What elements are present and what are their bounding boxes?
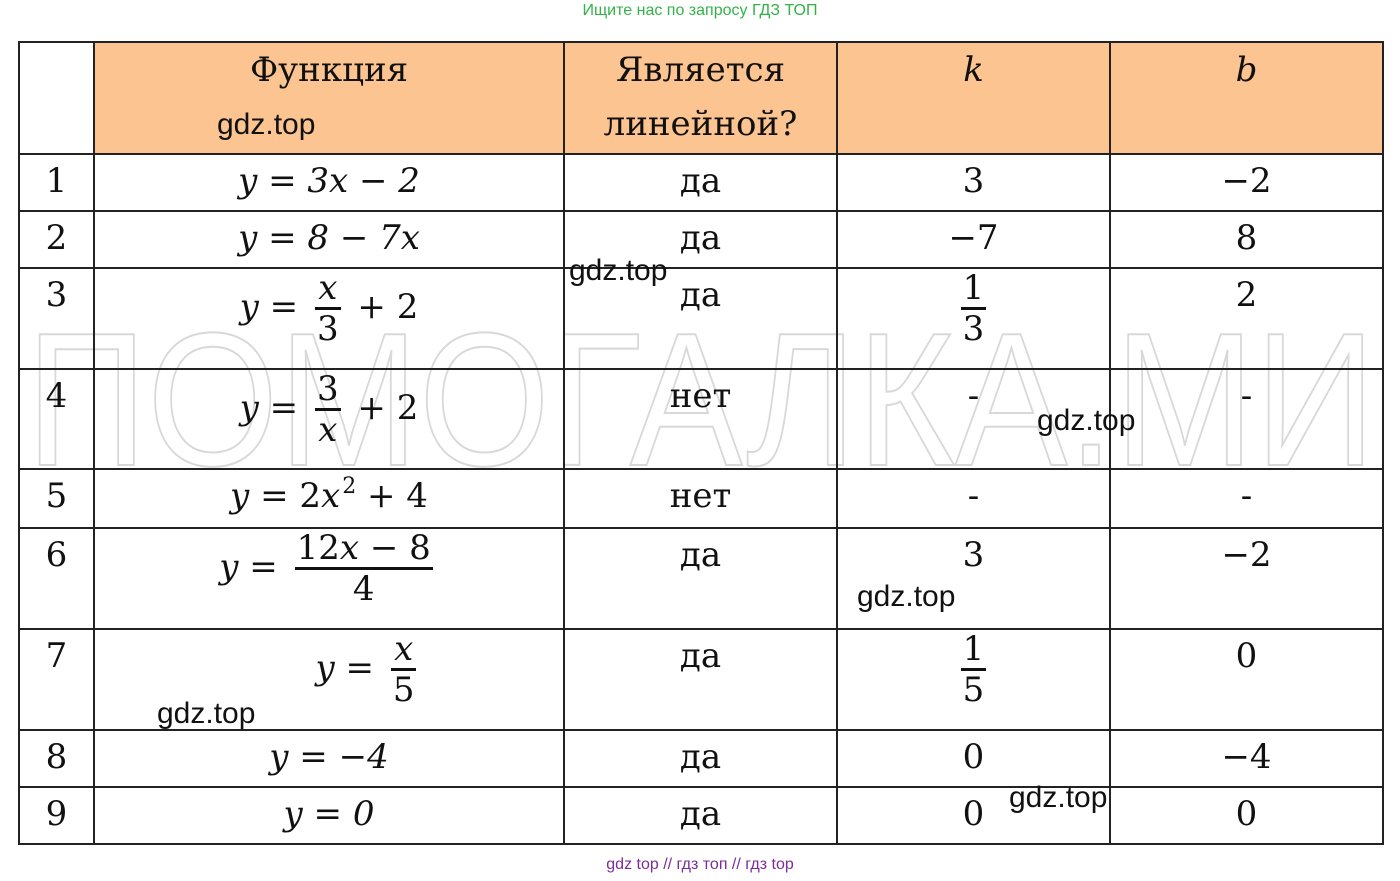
- row-number: 3: [19, 268, 94, 369]
- fraction-x-over-5: $\frac{x}{5}$: [392, 629, 415, 710]
- overlay-watermark: gdz.top: [1037, 404, 1136, 437]
- row-number: 5: [19, 469, 94, 528]
- k-cell: 0: [837, 730, 1110, 787]
- table-row: [19, 154, 1383, 211]
- function-cell: [94, 730, 564, 787]
- formula: y = $\frac{x}{3}$ + 2: [239, 268, 419, 349]
- k-cell: [837, 629, 1110, 730]
- k-cell: -: [837, 369, 1110, 469]
- is-linear-cell: да: [564, 211, 837, 268]
- function-cell: [94, 268, 564, 369]
- formula: y = 3x − 2: [238, 161, 420, 201]
- function-cell: [94, 469, 564, 528]
- header-function: Функция: [94, 42, 564, 154]
- k-cell: 0: [837, 787, 1110, 844]
- function-cell: [94, 154, 564, 211]
- background-watermark-text: ПОМОГАЛКА.МИ: [26, 300, 1376, 500]
- is-linear-cell: нет: [564, 469, 837, 528]
- function-cell: [94, 211, 564, 268]
- is-linear-cell: да: [564, 629, 837, 730]
- top-note: Ищите нас по запросу ГДЗ ТОП: [582, 2, 818, 19]
- formula: y = $\frac{3}{x}$ + 2: [239, 369, 419, 450]
- formula: $y = 2x^2 + 4$: [230, 474, 428, 516]
- b-cell: -: [1110, 469, 1383, 528]
- row-number: 9: [19, 787, 94, 844]
- fraction-1-over-3: $\frac{1}{3}$: [962, 268, 985, 349]
- table-row: [19, 211, 1383, 268]
- k-cell: -: [837, 469, 1110, 528]
- fraction-x-over-3: $\frac{x}{3}$: [316, 268, 339, 349]
- fraction-3-over-x: $\frac{3}{x}$: [316, 369, 339, 450]
- b-cell: 0: [1110, 787, 1383, 844]
- k-cell: −7: [837, 211, 1110, 268]
- is-linear-cell: да: [564, 154, 837, 211]
- is-linear-cell: да: [564, 528, 837, 629]
- function-cell: [94, 787, 564, 844]
- table-row: [19, 730, 1383, 787]
- overlay-watermark: gdz.top: [217, 108, 316, 141]
- overlay-watermark: gdz.top: [1009, 781, 1108, 814]
- formula: y = $\frac{12x - 8}{4}$: [219, 528, 431, 609]
- formula: y = −4: [269, 737, 389, 777]
- formula: y = 8 − 7x: [238, 218, 420, 258]
- row-number: 6: [19, 528, 94, 629]
- table-row: [19, 528, 1383, 629]
- k-cell: [837, 268, 1110, 369]
- bottom-note: gdz top // гдз топ // гдз top: [606, 856, 794, 873]
- b-cell: -: [1110, 369, 1383, 469]
- row-number: 4: [19, 369, 94, 469]
- fraction-12x-minus-8-over-4: $\frac{12x - 8}{4}$: [296, 528, 431, 609]
- row-number: 7: [19, 629, 94, 730]
- table-row: [19, 469, 1383, 528]
- k-cell: 3: [837, 154, 1110, 211]
- is-linear-cell: нет: [564, 369, 837, 469]
- overlay-watermark: gdz.top: [857, 580, 956, 613]
- function-cell: [94, 369, 564, 469]
- formula: y = 0: [283, 794, 375, 834]
- is-linear-cell: да: [564, 730, 837, 787]
- row-number: 8: [19, 730, 94, 787]
- header-is-linear-line2: линейной?: [603, 104, 798, 144]
- header-number: [19, 42, 94, 154]
- formula: y = $\frac{x}{5}$: [315, 629, 415, 710]
- header-is-linear: [564, 42, 837, 154]
- fraction-1-over-5: $\frac{1}{5}$: [962, 629, 985, 710]
- table-row: [19, 787, 1383, 844]
- overlay-watermark: gdz.top: [157, 697, 256, 730]
- table-row: [19, 268, 1383, 369]
- b-cell: 2: [1110, 268, 1383, 369]
- header-b: b: [1110, 42, 1383, 154]
- overlay-watermark: gdz.top: [569, 254, 668, 287]
- function-cell: [94, 528, 564, 629]
- header-k: k: [837, 42, 1110, 154]
- b-cell: 0: [1110, 629, 1383, 730]
- row-number: 1: [19, 154, 94, 211]
- is-linear-cell: да: [564, 268, 837, 369]
- row-number: 2: [19, 211, 94, 268]
- b-cell: −4: [1110, 730, 1383, 787]
- is-linear-cell: да: [564, 787, 837, 844]
- b-cell: −2: [1110, 528, 1383, 629]
- header-is-linear-line1: Является: [615, 50, 786, 90]
- k-cell: 3: [837, 528, 1110, 629]
- b-cell: −2: [1110, 154, 1383, 211]
- table-row: [19, 369, 1383, 469]
- b-cell: 8: [1110, 211, 1383, 268]
